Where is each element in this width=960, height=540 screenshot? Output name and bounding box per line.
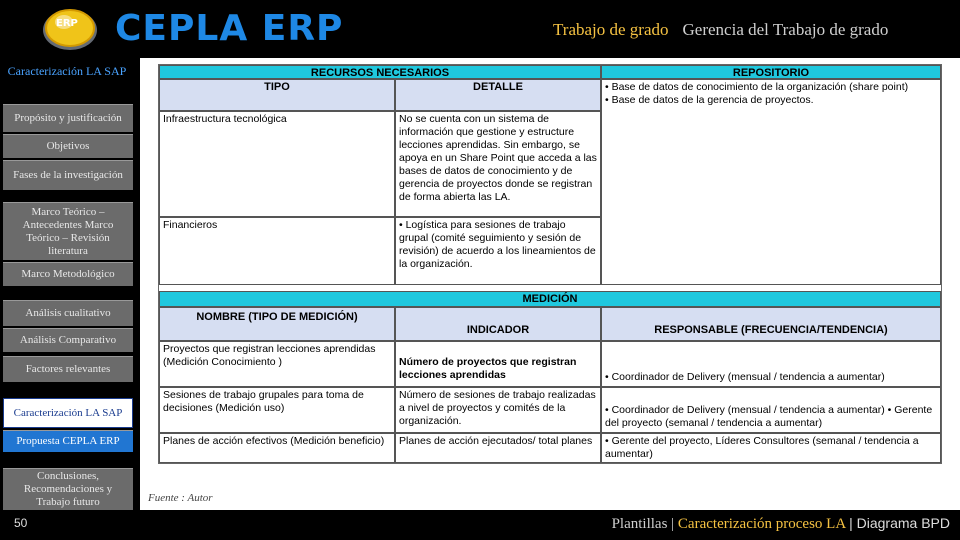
col-responsable-header: RESPONSABLE (FRECUENCIA/TENDENCIA) — [601, 307, 941, 341]
sidebar-item-propuesta[interactable]: Propuesta CEPLA ERP — [3, 430, 133, 452]
repositorio-header: REPOSITORIO — [601, 65, 941, 79]
table-row: Planes de acción ejecutados/ total planes — [395, 433, 601, 463]
repo-item: • Base de datos de la gerencia de proyectos. — [605, 94, 814, 106]
sidebar-item-caracterizacion[interactable]: Caracterización LA SAP — [3, 398, 133, 428]
table-row: Proyectos que registran lecciones aprendidas (Medición Conocimiento ) — [159, 341, 395, 387]
resources-table — [158, 64, 942, 464]
sidebar-item-analisis-cualitativo[interactable]: Análisis cualitativo — [3, 300, 133, 326]
row2-tipo: Financieros — [159, 217, 395, 285]
brand-title: CEPLA ERP — [115, 8, 344, 49]
sidebar-item-factores[interactable]: Factores relevantes — [3, 356, 133, 382]
col-tipo-header: TIPO — [159, 79, 395, 111]
sidebar-item-marco-teorico[interactable]: Marco Teórico – Antecedentes Marco Teórico – Revisión literatura — [3, 202, 133, 260]
table-row: Planes de acción efectivos (Medición beneficio) — [159, 433, 395, 463]
main-content — [140, 58, 960, 510]
sidebar-item-marco-metodologico[interactable]: Marco Metodológico — [3, 262, 133, 286]
table-row: • Coordinador de Delivery (mensual / tendencia a aumentar) — [601, 341, 941, 387]
repositorio-cell — [601, 79, 941, 285]
table-row: • Gerente del proyecto, Líderes Consultores (semanal / tendencia a aumentar) — [601, 433, 941, 463]
medicion-header: MEDICIÓN — [159, 291, 941, 307]
row1-tipo: Infraestructura tecnológica — [159, 111, 395, 217]
sidebar-item-analisis-comparativo[interactable]: Análisis Comparativo — [3, 328, 133, 352]
header — [0, 0, 960, 58]
sidebar-item-proposito[interactable]: Propósito y justificación — [3, 104, 133, 132]
footer-part1: Plantillas | — [611, 516, 675, 532]
col-nombre-header: NOMBRE (TIPO DE MEDICIÓN) — [159, 307, 395, 341]
source-caption: Fuente : Autor — [148, 492, 213, 504]
table-row: • Coordinador de Delivery (mensual / tendencia a aumentar) • Gerente del proyecto (semanal / tendencia a aumentar) — [601, 387, 941, 433]
footer-breadcrumb — [612, 515, 950, 533]
table-row: Número de proyectos que registran lecciones aprendidas — [395, 341, 601, 387]
sidebar-item-fases[interactable]: Fases de la investigación — [3, 160, 133, 190]
erp-gold-coin-logo-icon — [40, 4, 100, 52]
table-row: Número de sesiones de trabajo realizadas a nivel de proyectos y comités de la organización. — [395, 387, 601, 433]
row2-detalle: • Logística para sesiones de trabajo grupal (comité seguimiento y sesión de revisión) de acuerdo a los lineamientos de la organización. — [395, 217, 601, 285]
header-title-b: Gerencia del Trabajo de grado — [682, 20, 889, 39]
sidebar — [0, 58, 140, 510]
sidebar-item-conclusiones[interactable]: Conclusiones, Recomendaciones y Trabajo futuro — [3, 468, 133, 510]
row1-detalle: No se cuenta con un sistema de información que gestione y estructure lecciones aprendidas. Sin embargo, se apoya en un Share Point que acceda a las bases de datos de conocimiento y de gerencia de proyectos donde se registran de forma abierta las LA. — [395, 111, 601, 217]
table-row: Sesiones de trabajo grupales para toma de decisiones (Medición uso) — [159, 387, 395, 433]
header-title-a: Trabajo de grado — [553, 20, 669, 39]
svg-text:ERP: ERP — [56, 18, 78, 29]
footer — [0, 510, 960, 540]
header-title — [553, 20, 888, 40]
repo-item: • Base de datos de conocimiento de la organización (share point) — [605, 81, 909, 93]
footer-part2: Caracterización proceso LA — [677, 516, 846, 532]
recursos-header: RECURSOS NECESARIOS — [159, 65, 601, 79]
footer-part3: | Diagrama BPD — [849, 515, 950, 531]
col-indicador-header: INDICADOR — [395, 307, 601, 341]
page-number: 50 — [14, 516, 28, 530]
sidebar-item-objetivos[interactable]: Objetivos — [3, 134, 133, 158]
sidebar-top-label[interactable]: Caracterización LA SAP — [7, 64, 127, 78]
col-detalle-header: DETALLE — [395, 79, 601, 111]
